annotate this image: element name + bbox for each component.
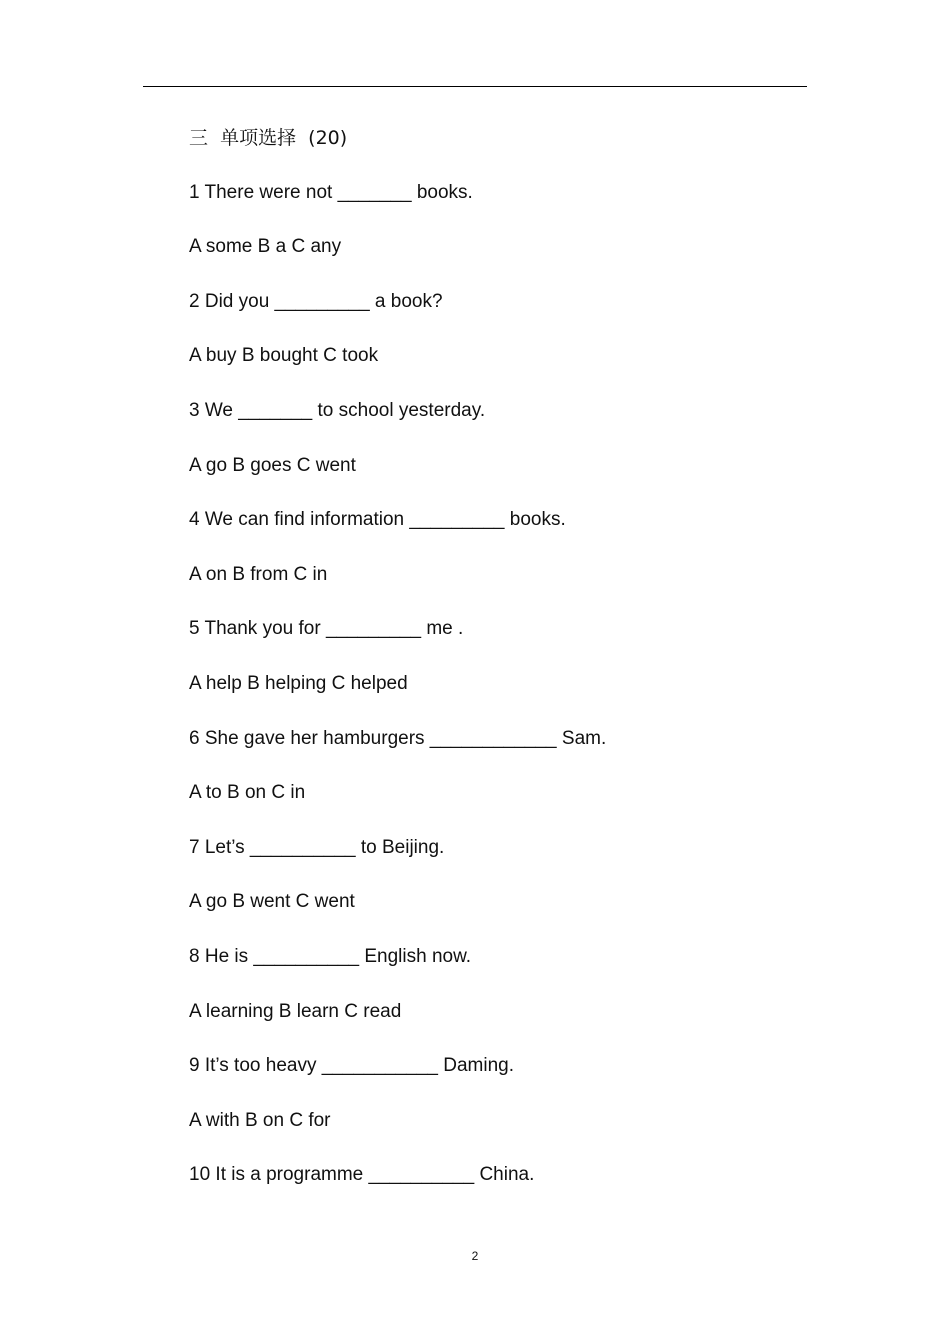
section-title: 三 单项选择 (20): [189, 127, 348, 149]
question-9: 9 It’s too heavy ___________ Daming.: [189, 1055, 514, 1077]
question-1: 1 There were not _______ books.: [189, 181, 473, 203]
page-content: [189, 124, 809, 1216]
question-7: 7 Let’s __________ to Beijing.: [189, 836, 445, 858]
header-rule: [143, 86, 807, 87]
options-6: A to B on C in: [189, 782, 306, 804]
question-10: 10 It is a programme __________ China.: [189, 1164, 535, 1186]
options-5: A help B helping C helped: [189, 672, 408, 694]
question-5: 5 Thank you for _________ me .: [189, 618, 464, 640]
question-8: 8 He is __________ English now.: [189, 945, 472, 967]
options-2: A buy B bought C took: [189, 345, 379, 367]
options-1: A some B a C any: [189, 236, 342, 258]
options-4: A on B from C in: [189, 563, 328, 585]
options-3: A go B goes C went: [189, 454, 356, 476]
question-6: 6 She gave her hamburgers ____________ Sam.: [189, 727, 607, 749]
options-9: A with B on C for: [189, 1109, 331, 1131]
options-8: A learning B learn C read: [189, 1000, 402, 1022]
options-7: A go B went C went: [189, 891, 355, 913]
question-3: 3 We _______ to school yesterday.: [189, 399, 486, 421]
page-number: 2: [471, 1249, 479, 1263]
question-2: 2 Did you _________ a book?: [189, 290, 443, 312]
question-4: 4 We can find information _________ books.: [189, 509, 566, 531]
